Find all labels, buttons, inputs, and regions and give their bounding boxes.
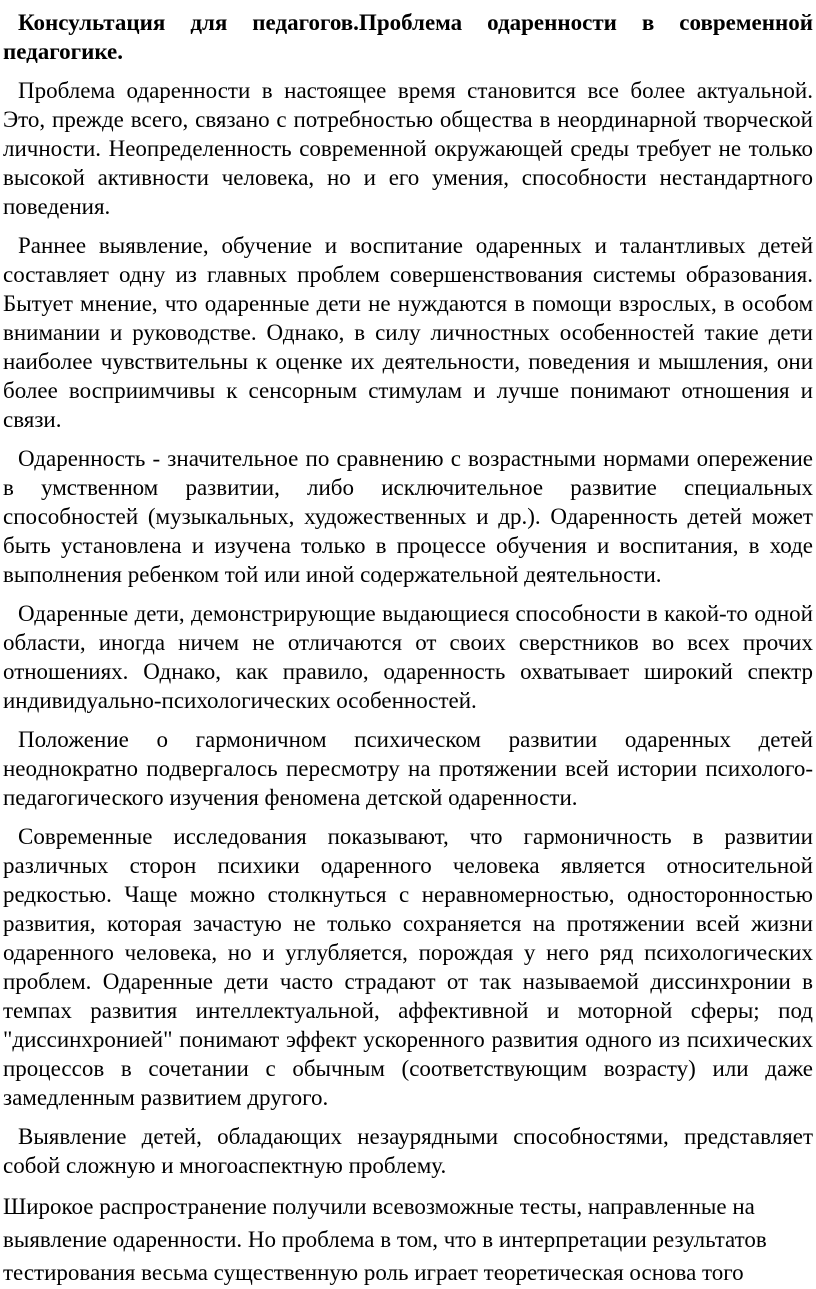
paragraph-relevance: Проблема одаренности в настоящее время становится все более актуальной. Это, прежде всего, связано с потребностью общества в неординарной творческой личности. Неопределенность современной окружающей среды требует не только высокой активности человека, но и его умения, способности нестандартного поведения. [3, 78, 813, 219]
paragraph-gifted-children-traits: Одаренные дети, демонстрирующие выдающиеся способности в какой-то одной области, иногда ничем не отличаются от своих сверстников во всех прочих отношениях. Однако, как правило, одаренность охватывает широкий спектр индивидуально-психологических особенностей. [3, 601, 813, 713]
paragraph-testing-line: выявление одаренности. Но проблема в том, что в интерпретации результатов [3, 1227, 767, 1252]
paragraph-identification-problem: Выявление детей, обладающих незаурядными способностями, представляет собой сложную и многоаспектную проблему. [3, 1124, 813, 1178]
paragraph-testing [3, 1190, 813, 1289]
document-title: Консультация для педагогов.Проблема одаренности в современной педагогике. [3, 10, 813, 64]
paragraph-harmonious-development: Положение о гармоничном психическом развитии одаренных детей неоднократно подвергалось пересмотру на протяжении всей истории психолого-педагогического изучения феномена детской одаренности. [3, 727, 813, 810]
paragraph-giftedness-definition: Одаренность - значительное по сравнению с возрастными нормами опережение в умственном развитии, либо исключительное развитие специальных способностей (музыкальных, художественных и др.). Одаренность детей может быть установлена и изучена только в процессе обучения и воспитания, в ходе выполнения ребенком той или иной содержательной деятельности. [3, 446, 813, 587]
paragraph-testing-line: тестирования весьма существенную роль играет теоретическая основа того [3, 1260, 744, 1285]
paragraph-early-identification: Раннее выявление, обучение и воспитание одаренных и талантливых детей составляет одну из главных проблем совершенствования системы образования. Бытует мнение, что одаренные дети не нуждаются в помощи взрослых, в особом внимании и руководстве. Однако, в силу личностных особенностей такие дети наиболее чувствительны к оценке их деятельности, поведения и мышления, они более восприимчивы к сенсорным стимулам и лучше понимают отношения и связи. [3, 233, 813, 432]
paragraph-modern-research: Современные исследования показывают, что гармоничность в развитии различных сторон психики одаренного человека является относительной редкостью. Чаще можно столкнуться с неравномерностью, односторонностью развития, которая зачастую не только сохраняется на протяжении всей жизни одаренного человека, но и углубляется, порождая у него ряд психологических проблем. Одаренные дети часто страдают от так называемой диссинхронии в темпах развития интеллектуальной, аффективной и моторной сферы; под "диссинхронией" понимают эффект ускоренного развития одного из психических процессов в сочетании с обычным (соответствующим возрасту) или даже замедленным развитием другого. [3, 824, 813, 1110]
paragraph-testing-line: Широкое распространение получили всевозможные тесты, направленные на [3, 1194, 755, 1219]
